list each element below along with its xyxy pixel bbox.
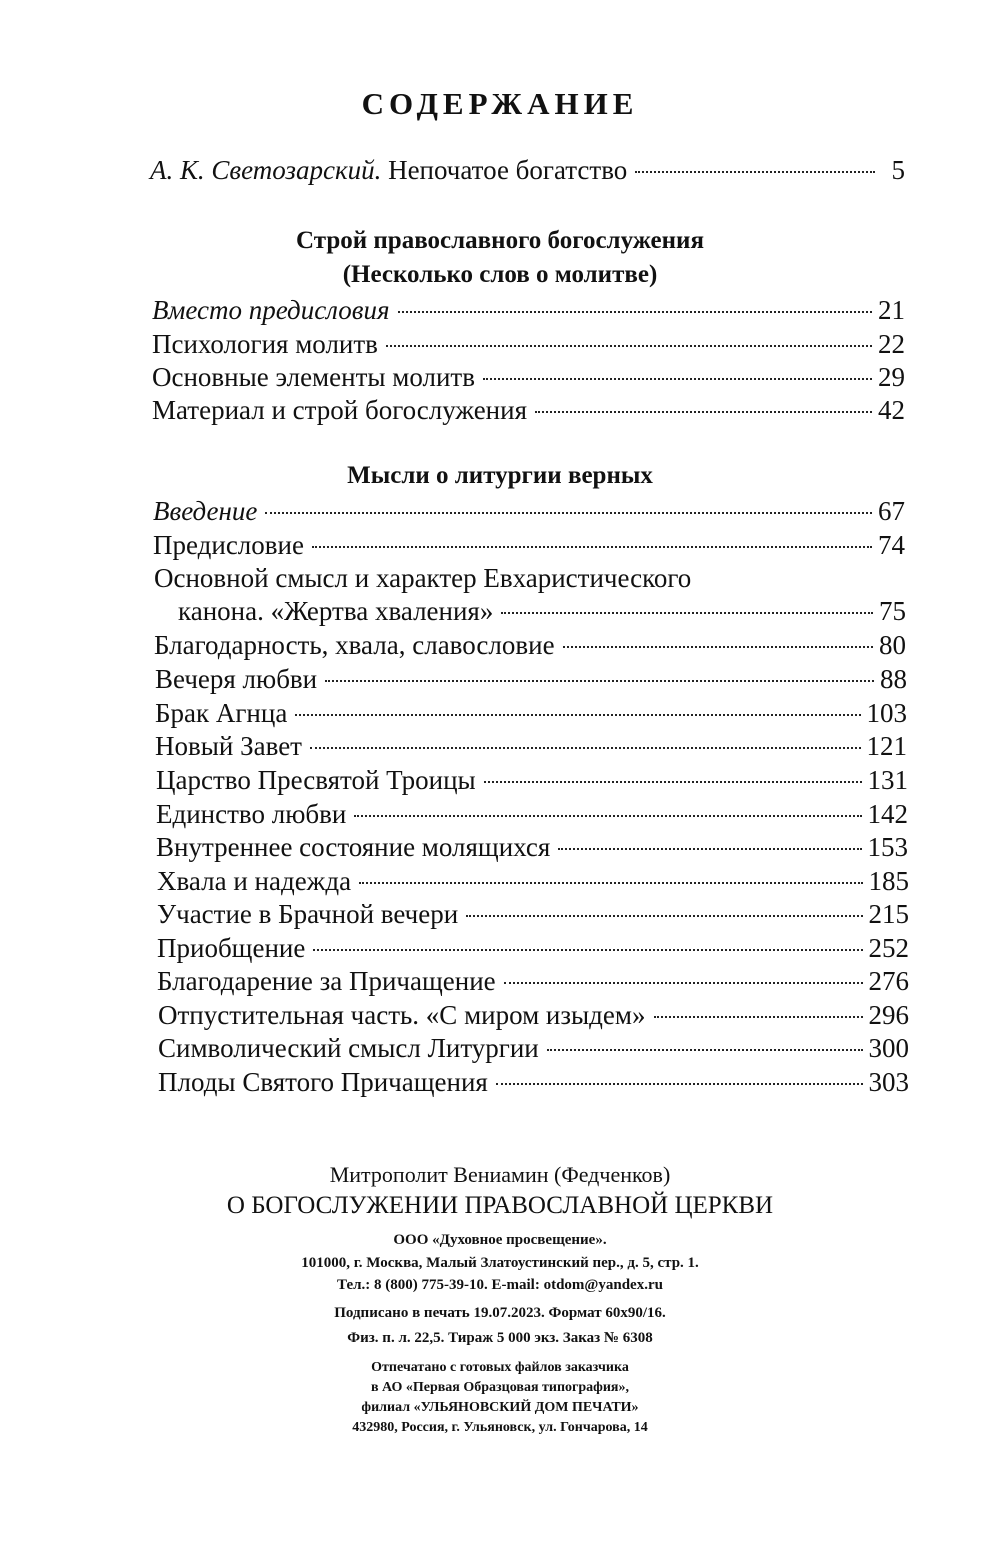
toc-entry: [155, 662, 907, 696]
toc-entry: [154, 628, 906, 662]
toc-entry-label: Приобщение: [157, 933, 306, 963]
toc-entry-page: 42: [878, 395, 905, 425]
imprint-printed-line: филиал «УЛЬЯНОВСКИЙ ДОМ ПЕЧАТИ»: [361, 1400, 639, 1415]
toc-entry: [153, 494, 905, 528]
dot-leader: [635, 171, 875, 173]
toc-entry-page: 88: [880, 664, 907, 694]
toc-entry-label: Основные элементы молитв: [152, 362, 475, 392]
dot-leader: [558, 848, 861, 850]
toc-entry-label: Вечеря любви: [155, 664, 318, 694]
imprint-signed: Подписано в печать 19.07.2023. Формат 60х90/16.: [334, 1305, 666, 1321]
toc-entry-page: 131: [867, 765, 908, 795]
toc-entry-label: Новый Завет: [155, 731, 302, 761]
imprint-contacts: Тел.: 8 (800) 775-39-10. E-mail: otdom@yandex.ru: [337, 1277, 663, 1293]
toc-entry-page: 185: [868, 866, 909, 896]
toc-entry: [152, 327, 905, 361]
toc-entry-label: Участие в Брачной вечери: [157, 899, 459, 929]
toc-entry-label: Предисловие: [153, 530, 304, 560]
dot-leader: [325, 680, 874, 682]
toc-entry-label: Психология молитв: [152, 329, 378, 359]
dot-leader: [484, 781, 862, 783]
toc-entry-label: Материал и строй богослужения: [152, 395, 527, 425]
dot-leader: [547, 1049, 863, 1051]
dot-leader: [466, 915, 862, 917]
toc-entry-label: Введение: [153, 496, 258, 526]
toc-entry: [157, 864, 909, 898]
toc-entry-label: Единство любви: [156, 799, 347, 829]
toc-entry-label: Символический смысл Литургии: [158, 1033, 539, 1063]
toc-entry-label: Вместо предисловия: [152, 295, 390, 325]
toc-entry: [157, 964, 909, 998]
dot-leader: [501, 612, 873, 614]
toc-entry: [155, 729, 907, 763]
toc-entry: [156, 763, 908, 797]
dot-leader: [496, 1083, 863, 1085]
dot-leader: [504, 982, 863, 984]
toc-entry: [156, 830, 908, 864]
page-title: СОДЕРЖАНИЕ: [361, 86, 639, 121]
toc-entry: [153, 528, 905, 562]
toc-entry-page: 300: [868, 1033, 909, 1063]
toc-entry-page: 252: [868, 933, 909, 963]
toc-entry: [152, 293, 905, 327]
toc-entry-label: Плоды Святого Причащения: [158, 1067, 488, 1097]
dot-leader: [313, 949, 862, 951]
dot-leader: [312, 546, 872, 548]
imprint-publisher: ООО «Духовное просвещение».: [393, 1232, 607, 1248]
toc-entry: [158, 1065, 909, 1099]
toc-entry-label: Благодарение за Причащение: [157, 966, 496, 996]
toc-entry-page: 215: [868, 899, 909, 929]
toc-entry: [178, 594, 906, 628]
toc-entry-page: 303: [868, 1067, 909, 1097]
toc-entry: [155, 696, 907, 730]
imprint-printed-line: в АО «Первая Образцовая типография»,: [370, 1380, 630, 1395]
toc-entry: [156, 797, 908, 831]
toc-entry: [152, 360, 905, 394]
toc-entry-label: Царство Пресвятой Троицы: [156, 765, 476, 795]
toc-entry-label: Благодарность, хвала, славословие: [154, 630, 555, 660]
toc-entry-author: А. К. Светозарский.: [150, 155, 382, 185]
section-heading: Мысли о литургии верных: [347, 462, 653, 489]
toc-entry-label: Непочатое богатство: [388, 155, 628, 185]
dot-leader: [310, 747, 861, 749]
toc-entry-page: 276: [868, 966, 909, 996]
imprint-address: 101000, г. Москва, Малый Златоустинский пер., д. 5, стр. 1.: [301, 1255, 699, 1271]
toc-entry-label: Хвала и надежда: [157, 866, 352, 896]
toc-entry-label: Брак Агнца: [155, 698, 288, 728]
dot-leader: [563, 646, 873, 648]
imprint-author: Митрополит Вениамин (Федченков): [329, 1162, 671, 1187]
toc-entry-page: 75: [879, 596, 906, 626]
dot-leader: [398, 311, 872, 313]
dot-leader: [386, 345, 872, 347]
toc-entry-page: 5: [891, 155, 905, 185]
toc-entry-page: 296: [868, 1000, 909, 1030]
toc-entry-page: 80: [879, 630, 906, 660]
toc-entry-page: 29: [878, 362, 905, 392]
dot-leader: [354, 815, 861, 817]
toc-entry-page: 22: [878, 329, 905, 359]
toc-entry-label: Основной смысл и характер Евхаристического: [154, 563, 692, 593]
toc-entry-label: Отпустительная часть. «С миром изыдем»: [158, 1000, 646, 1030]
dot-leader: [483, 378, 872, 380]
section-subheading: (Несколько слов о молитве): [342, 261, 658, 288]
toc-entry-page: 153: [867, 832, 908, 862]
imprint-print-run: Физ. п. л. 22,5. Тираж 5 000 экз. Заказ № 6308: [347, 1330, 653, 1346]
imprint-book-title: О БОГОСЛУЖЕНИИ ПРАВОСЛАВНОЙ ЦЕРКВИ: [226, 1192, 774, 1219]
toc-entry-page: 121: [866, 731, 907, 761]
section-heading: Строй православного богослужения: [296, 227, 704, 254]
imprint-printed-line: 432980, Россия, г. Ульяновск, ул. Гончарова, 14: [352, 1420, 648, 1435]
toc-entry: [158, 1031, 909, 1065]
toc-entry-page: 21: [878, 295, 905, 325]
toc-entry-intro: [150, 153, 905, 187]
toc-entry-page: 142: [867, 799, 908, 829]
toc-entry-page: 103: [866, 698, 907, 728]
dot-leader: [359, 882, 862, 884]
toc-entry-label: Внутреннее состояние молящихся: [156, 832, 551, 862]
toc-entry-label-cont: канона. «Жертва хваления»: [178, 596, 494, 626]
dot-leader: [654, 1016, 863, 1018]
toc-entry: [152, 393, 905, 427]
toc-entry-page: 74: [878, 530, 905, 560]
dot-leader: [295, 714, 860, 716]
dot-leader: [535, 411, 872, 413]
toc-entry: [157, 897, 909, 931]
toc-entry: [157, 931, 909, 965]
toc-entry-page: 67: [878, 496, 905, 526]
imprint-printed-line: Отпечатано с готовых файлов заказчика: [371, 1360, 629, 1375]
dot-leader: [265, 512, 872, 514]
toc-entry: [158, 998, 909, 1032]
